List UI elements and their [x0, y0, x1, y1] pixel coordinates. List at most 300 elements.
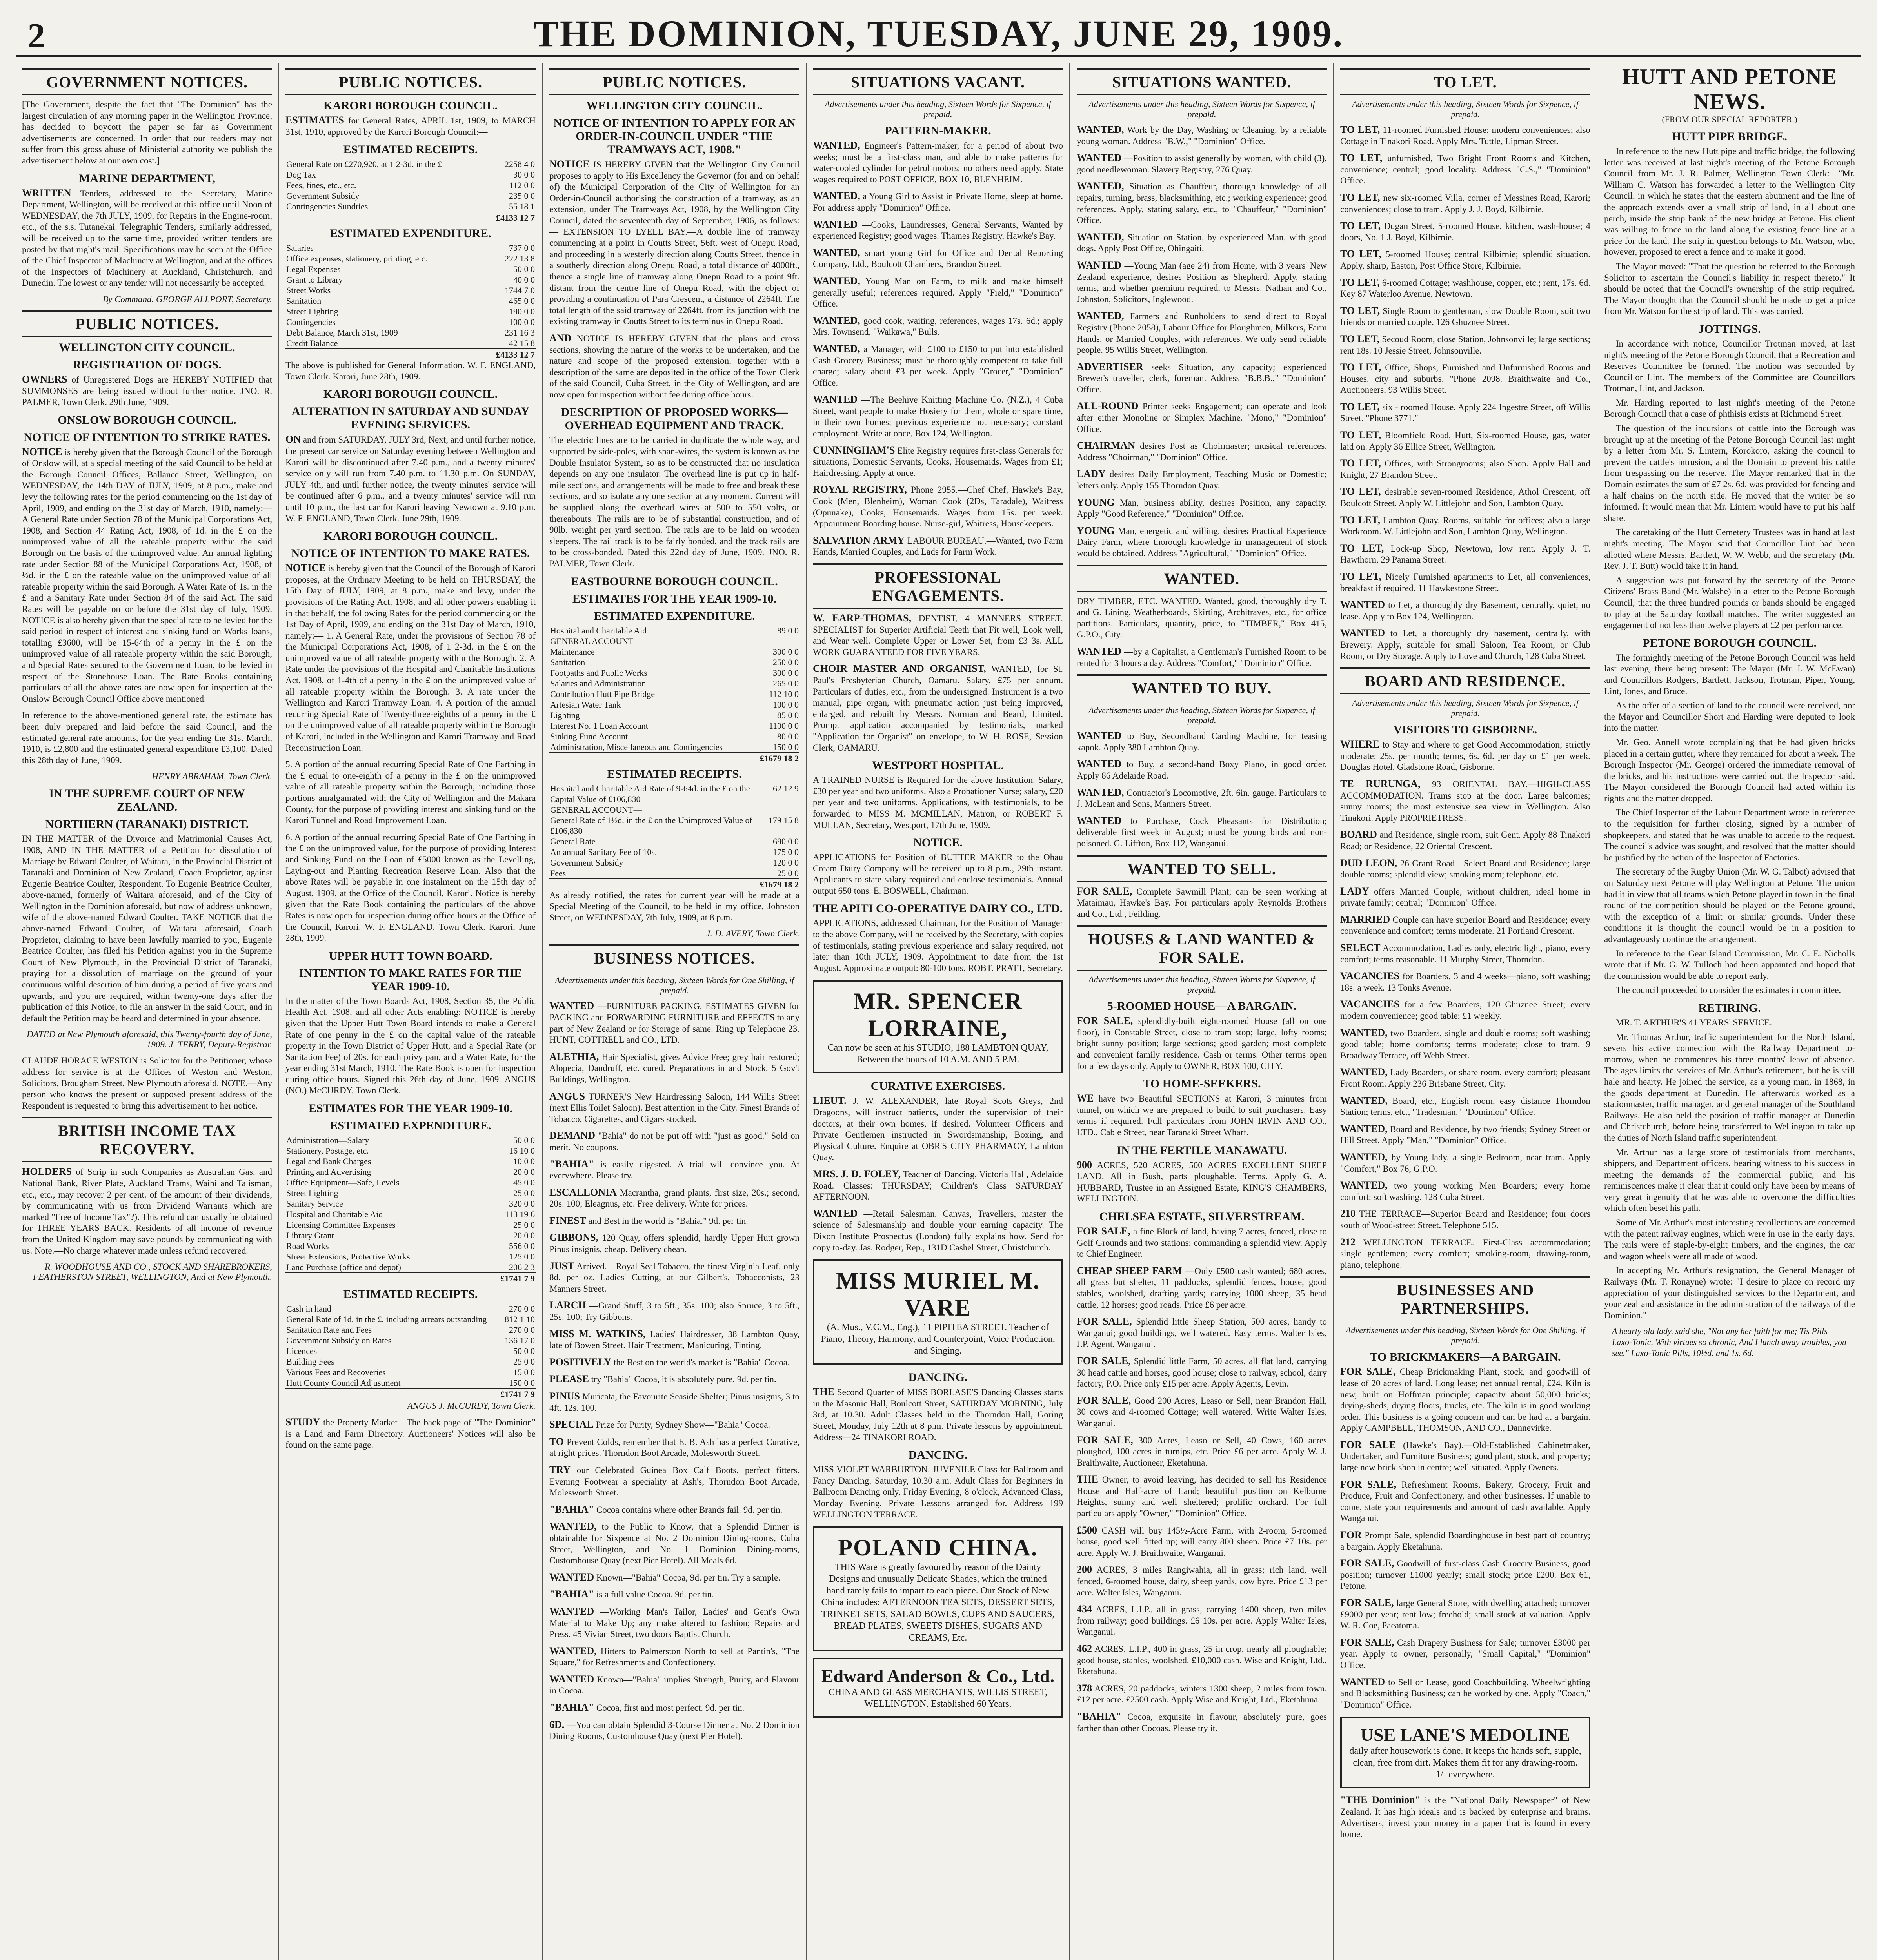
advert-lead-word: TO LET,	[1340, 152, 1383, 164]
estimates-item: Lighting	[550, 710, 580, 720]
advertisement	[1340, 739, 1590, 773]
estimates-item: Interest No. 1 Loan Account	[550, 720, 648, 731]
advert-text: —Only £500 cash wanted; 680 acres, all grass but shelter, 11 paddocks, splendid fences, house, good stables, woolshed, drafting yards; carrying 1000 sheep, 35 head cattle, 12 horses; good roads. Price £6 per acre.	[1077, 1266, 1327, 1310]
advert-text: and from SATURDAY, JULY 3rd, Next, and until further notice, the present car service on Saturday evening between Wellington and Karori will be discontinued after 7.40 p.m., and a twenty minutes' service only will run from 7.40 p.m. to 11.30 p.m. On SUNDAY, JULY 4th, and until further notice, the twenty minutes' service will be continued after 6 p.m., and a twenty minutes' service will run until 10 p.m., the last car for Karori leaving Newtown at 9.10 p.m. W. F. ENGLAND, Town Clerk. June 29th, 1909.	[285, 435, 536, 523]
advertisement	[1340, 914, 1590, 937]
advert-lead-word: FOR SALE,	[1077, 1225, 1130, 1237]
sub-heading: NOTICE.	[913, 836, 963, 849]
advertisement	[1077, 525, 1327, 559]
advertisement	[813, 394, 1063, 439]
advert-text: —FURNITURE PACKING. ESTIMATES GIVEN for PACKING and FORWARDING FURNITURE and EFFECTS to any part of New Zealand or for Storage of same. Ring up Telephone 23. HUNT, COTTRELL and CO., LTD.	[549, 1001, 799, 1045]
advert-text: Macrantha, grand plants, first size, 20s.; second, 20s. 100; Eleagnus, etc. Free delivery. Write for prices.	[549, 1187, 799, 1209]
advert-lead-word: TO LET,	[1340, 191, 1380, 203]
estimates-amount: 50 0 0	[513, 264, 535, 274]
advertisement	[813, 918, 1063, 974]
sub-heading: WELLINGTON CITY COUNCIL.	[586, 99, 763, 112]
advert-text: is easily digested. A trial will convince you. At everywhere. Please try.	[549, 1159, 799, 1181]
advertisement	[22, 833, 272, 1024]
estimates-row	[285, 1241, 536, 1251]
advertisement	[1340, 486, 1590, 509]
advert-text: to Let, a thoroughly dry basement, centrally, with Brewery. Apply, suitable for small Saloon, Tea Room, or Club Room, or Dry Storage. Apply to Love and Church, 128 Cuba Street.	[1340, 628, 1591, 661]
advert-text: Arrived.—Royal Seal Tobacco, the finest Virginia Leaf, only 8d. per oz. Ladies' Cutting, at our Gilbert's, Tobacconists, 23 Manners Street.	[549, 1261, 799, 1294]
advert-text: CASH will buy 145½-Acre Farm, with 2-room, 5-roomed house, good well fitted up; will carry 800 sheep. Price £7 10s. per acre. Apply W. J. Braithwaite, Wanganui.	[1077, 1525, 1327, 1558]
advert-lead-word: MRS. J. D. FOLEY,	[813, 1168, 901, 1180]
advert-text: to Buy, Secondhand Carding Machine, for teasing kapok. Apply 380 Lambton Quay.	[1077, 731, 1327, 752]
rate-note: Advertisements under this heading, Sixteen Words for One Shilling, if prepaid.	[554, 975, 794, 996]
advert-text: seeks Situation, any capacity; experienced Brewer's traveller, clerk, foreman. Address "B.B.B.," "Dominion" Office.	[1077, 362, 1327, 394]
estimates-item: Hospital and Charitable Aid Rate of 9-64d. in the £ on the Capital Value of £106,830	[550, 783, 750, 804]
estimates-item: Maintenance	[550, 646, 595, 657]
signature-line: ANGUS J. McCURDY, Town Clerk.	[407, 1401, 536, 1411]
estimates-amount: 250 0 0	[773, 657, 799, 667]
advert-lead-word: 378	[1077, 1682, 1092, 1694]
advert-lead-word: LARCH	[549, 1299, 586, 1311]
signature-line: By Command. GEORGE ALLPORT, Secretary.	[102, 294, 272, 304]
estimates-item: Street Extensions, Protective Works	[286, 1252, 410, 1262]
advert-lead-word: WANTED,	[1340, 1180, 1388, 1191]
estimates-item: Government Subsidy on Rates	[286, 1336, 392, 1346]
advertisement	[1340, 1152, 1590, 1174]
advert-text: TURNER'S New Hairdressing Saloon, 144 Willis Street (next Ellis Toilet Saloon). Best attention in the City. Finest Brands of Tobacco, Cigarettes, and Cigars stocked.	[549, 1091, 800, 1124]
advertisement	[1340, 220, 1590, 243]
sub-heading: 5-ROOMED HOUSE—A BARGAIN.	[1107, 1000, 1297, 1013]
advert-text: to Stay and where to get Good Accommodation; strictly moderate; 25s. per month; terms, 6s. 6d. per day or £1 per week. Douglas Hotel, Gladstone Road, Gisborne.	[1340, 740, 1590, 772]
advert-lead-word: ROYAL REGISTRY,	[813, 484, 907, 495]
estimates-row	[285, 253, 536, 264]
display-advertisement	[813, 1658, 1063, 1718]
estimates-row	[549, 646, 799, 657]
estimates-row	[549, 668, 799, 678]
estimates-item: Sanitation	[550, 657, 585, 667]
estimates-row	[549, 879, 799, 890]
advertisement	[813, 535, 1063, 558]
advertisement	[1077, 1265, 1327, 1310]
section-heading: PUBLIC NOTICES.	[549, 68, 799, 95]
advert-text: IS HEREBY GIVEN that the Wellington City Council proposes to apply to His Excellency the Governor (for and on behalf of) the Municipal Corporation of the City of Wellington for an Order-in-Council authorising the construction of a tramway, as an extension, under The Tramways Act, 1908, by the Wellington City Council, dated the seventeenth day of September, 1906, as follows:— EXTENSION TO LYELL BAY.—A double line of tramway commencing at a point in Coutts Street, 56ft. west of Onepu Road, and proceeding in a westerly direction along Coutts Street, thence in a southerly direction along Onepu Road, a total distance of 4000ft., thence a single line of tramway along Onepu Road to a point 9ft. distant from the centre line of Onepu Road, with the object of providing a continuation of Para Crescent, a distance of 2264ft. The total length of the said tramway of 2264ft. from its junction with the existing tramway in Coutts Street to its terminus in Onepu Road.	[549, 160, 800, 327]
advert-lead-word: "BAHIA"	[549, 1702, 594, 1713]
advert-lead-word: 6D.	[549, 1719, 565, 1730]
advert-lead-word: TO LET,	[1340, 514, 1381, 526]
advert-lead-word: "BAHIA"	[549, 1588, 594, 1600]
advert-text: splendidly-built eight-roomed House (all on one floor), in Constable Street, close to tram stop; large, lofty rooms; bright sunny position; large sections; good garden; most complete and convenient family residence. Cash or terms. Other terms open for a few days only. Apply to OWNER, BOX 100, CITY.	[1077, 1016, 1327, 1071]
advert-text: have two Beautiful SECTIONS at Karori, 3 minutes from tunnel, on which we are prepared to build to suit purchasers. Easy terms if required. Full particulars from JOHN IRVIN AND CO., LTD., Cable Street, near Taranaki Street Wharf.	[1077, 1094, 1327, 1138]
advert-text: A TRAINED NURSE is Required for the above Institution. Salary, £30 per year and two uniforms. Also a Probationer Nurse; salary, £20 per year and two uniforms. Applications, with testimonials, to be forwarded to MISS M. MCMILLAN, Matron, or ROBERT F. MULLAN, Secretary, Westport, 17th June, 1909.	[813, 775, 1063, 830]
advertisement	[549, 1719, 799, 1742]
display-ad-body: Can now be seen at his STUDIO, 188 LAMBTON QUAY, Between the hours of 10 A.M. AND 5 P.M.	[827, 1043, 1048, 1065]
advert-lead-word: AND	[549, 332, 572, 344]
advertisement	[549, 1419, 799, 1431]
advert-text: to Let, a thoroughly dry Basement, centrally, quiet, no lease. Apply to Box 124, Wellington.	[1340, 600, 1590, 621]
estimates-row	[549, 815, 799, 836]
rate-note: Advertisements under this heading, Sixteen Words for Sixpence, if prepaid.	[825, 99, 1051, 119]
estimates-row	[285, 1325, 536, 1335]
advertisement	[1077, 1356, 1327, 1390]
sub-heading: IN THE FERTILE MANAWATU.	[1116, 1143, 1287, 1157]
advertisement	[813, 1387, 1063, 1443]
estimates-amount: 270 0 0	[509, 1304, 535, 1314]
advertisement	[285, 1417, 536, 1451]
advert-lead-word: TO LET,	[1340, 220, 1381, 232]
advert-lead-word: ESTIMATES	[285, 114, 344, 126]
section-heading: HOUSES & LAND WANTED & FOR SALE.	[1077, 925, 1327, 971]
estimates-amount: 15 0 0	[513, 1367, 535, 1377]
estimates-row	[549, 868, 799, 879]
news-paragraph: The fortnightly meeting of the Petone Borough Council was held last evening, there being present: The Mayor (Mr. J. W. McEwan) and Councillors Rodgers, Bartlett, Jackson, Trotman, Piper, Young, Lint, Jones, and Bruce.	[1604, 652, 1855, 696]
advertisement	[1340, 1597, 1590, 1632]
advertisement	[1340, 829, 1590, 852]
advert-text: Young Man on Farm, to milk and make himself generally useful; references required. Apply "Field," "Dominion" Office.	[813, 276, 1063, 309]
advert-text: Work by the Day, Washing or Cleaning, by a reliable young woman. Address "B.W.," "Dominion" Office.	[1077, 125, 1327, 146]
estimates-item: Government Subsidy	[286, 191, 360, 201]
advert-lead-word: WANTED,	[813, 247, 860, 258]
advert-lead-word: LADY	[1340, 885, 1369, 897]
estimates-row	[285, 1356, 536, 1367]
advertisement	[1340, 999, 1590, 1022]
advert-text: ACRES, 3 miles Rangiwahia, all in grass; rich land, well fenced, 6-roomed house, dairy, sheep yards, cow byre. Price £13 per acre. Walter Isles, Wanganui.	[1077, 1565, 1327, 1597]
advertisement	[1077, 468, 1327, 491]
advert-text: In reference to the above-mentioned general rate, the estimate has been duly prepared and laid before the said Council, and the estimated general rate amounts, for the year ending the 31st March, 1910, is £2,800 and the estimated general expenditure £3,100. Dated this 28th day of June, 1909.	[22, 710, 272, 765]
advert-text: Man, energetic and willing, desires Practical Experience Dairy Farm, where thorough knowledge in management of stock would be obtained. Address "Agricultural," "Dominion" Office.	[1077, 526, 1327, 558]
estimates-row	[285, 1156, 536, 1167]
advert-lead-word: DEMAND	[549, 1130, 595, 1142]
advert-text: the Best on the world's market is "Bahia" Cocoa.	[613, 1357, 790, 1367]
estimates-item	[285, 1273, 480, 1284]
advert-text: Bloomfield Road, Hutt, Six-roomed House, gas, water laid on. Apply 36 Ellice Street, Wellington.	[1340, 430, 1591, 452]
advertisement	[549, 1159, 799, 1181]
advertisement	[1340, 1095, 1590, 1118]
advertisement	[285, 115, 536, 138]
advert-lead-word: FOR SALE,	[1077, 1394, 1131, 1406]
advert-lead-word: PLEASE	[549, 1373, 589, 1385]
advertisement	[1340, 599, 1590, 622]
estimates-amount: £1679 18 2	[760, 879, 799, 889]
estimates-amount: 50 0 0	[513, 1135, 535, 1145]
sub-heading: IN THE SUPREME COURT OF NEW ZEALAND.	[49, 787, 245, 814]
estimates-amount: 320 0 0	[509, 1199, 535, 1209]
estimates-item: Printing and Advertising	[286, 1167, 371, 1177]
advert-lead-word: FOR SALE,	[1340, 1478, 1397, 1490]
advertisement	[549, 1000, 799, 1045]
advert-lead-word: WANTED,	[813, 140, 860, 151]
advert-lead-word: ON	[285, 434, 301, 445]
advertisement	[22, 1055, 272, 1111]
advert-text: Teacher of Dancing, Victoria Hall, Adelaide Road. Classes: THURSDAY; Children's Class SATURDAY AFTERNOON.	[813, 1169, 1063, 1202]
estimates-amount: 150 0 0	[773, 742, 799, 752]
column-1	[16, 63, 279, 1960]
rate-note: Advertisements under this heading, Sixteen Words for Sixpence, if prepaid.	[1352, 698, 1579, 719]
advertisement	[1077, 310, 1327, 356]
news-headline: HUTT PIPE BRIDGE.	[1672, 130, 1787, 143]
advertisement	[813, 315, 1063, 338]
display-ad-body: (A. Mus., V.C.M., Eng.), 11 PIPITEA STREET. Teacher of Piano, Theory, Harmony, and Counterpoint, Voice Production, and Singing.	[821, 1322, 1055, 1356]
estimates-row	[549, 636, 799, 646]
section-heading: WANTED TO SELL.	[1077, 855, 1327, 882]
advertisement	[1340, 401, 1590, 424]
estimates-amount: 300 0 0	[773, 646, 799, 657]
advertisement	[549, 890, 799, 924]
advert-text: 5-roomed House; central Kilbirnie; splendid situation. Apply, sharp, Easton, Post Office Store, Kilbirnie.	[1340, 249, 1591, 270]
advertisement	[1077, 596, 1327, 641]
section-heading: WANTED TO BUY.	[1077, 674, 1327, 701]
advert-text: by Young lady, a single Bedroom, near tram. Apply "Comfort," Box 76, G.P.O.	[1340, 1152, 1590, 1174]
estimates-item: Road Works	[286, 1241, 329, 1251]
estimates-row	[285, 1177, 536, 1188]
estimates-table	[549, 783, 799, 890]
estimates-amount: 1744 7 0	[505, 285, 535, 296]
estimates-table	[285, 243, 536, 360]
advertisement	[1077, 1474, 1327, 1519]
advertisement	[285, 832, 536, 944]
estimates-item: General Rate of 1d. in the £, including arrears outstanding	[286, 1314, 487, 1325]
advert-text: Prompt Sale, splendid Boardinghouse in best part of country; a bargain. Apply Eketahuna.	[1340, 1530, 1591, 1552]
advertisement	[1077, 1711, 1327, 1734]
estimates-row	[285, 306, 536, 317]
display-ad-name: MISS MURIEL M. VARE	[836, 1268, 1040, 1321]
advertisement	[813, 1095, 1063, 1163]
estimates-item	[549, 879, 759, 890]
estimates-item: Fees	[550, 868, 566, 878]
estimates-item: Street Lighting	[286, 307, 338, 317]
news-paragraph: Mr. Harding reported to last night's meeting of the Petone Borough Council that a case of phthisis exists at Richmond Street.	[1604, 397, 1855, 419]
advert-text: Situation on Station, by experienced Man, with good dogs. Apply Post Office, Ohingaiti.	[1077, 232, 1327, 254]
estimates-amount: 556 0 0	[509, 1241, 535, 1251]
advertisement	[1340, 1208, 1590, 1231]
advertisement	[1340, 886, 1590, 909]
estimates-amount: £4133 12 7	[480, 349, 536, 360]
estimates-amount: 113 19 6	[505, 1209, 535, 1220]
advert-text: our Celebrated Guinea Box Calf Boots, perfect fitters. Evening Footwear a speciality at Ash's, Thorndon Boot Arcade, Molesworth Street.	[549, 1465, 800, 1498]
advert-text: —Grand Stuff, 3 to 5ft., 35s. 100; also Spruce, 3 to 5ft., 25s. 100; Try Gibbons.	[549, 1301, 800, 1322]
estimates-item: Sanitation Rate and Fees	[286, 1325, 372, 1335]
sub-heading: THE APITI CO-OPERATIVE DAIRY CO., LTD.	[813, 902, 1063, 915]
advert-lead-word: TO LET,	[1340, 457, 1381, 469]
sub-heading: ESTIMATED RECEIPTS.	[343, 1288, 478, 1301]
news-paragraph: The question of the incursions of cattle into the Borough was brought up at the meeting of the Petone Borough Council last night by a letter from Mr. S. Lintern, Korokoro, asking the council to prevent the cattle's intrusion, and the Domain to prevent his cattle from trespassing on the reserve. The Mayor remarked that in the Domain estimates the sum of £7 2s. 6d. was provided for fencing and a half chains on the north side. He moved that the writer be so informed. It would mean that Mr. Lintern would have to put his half share.	[1604, 423, 1855, 523]
advertisement	[1077, 1435, 1327, 1469]
advert-lead-word: TO LET,	[1340, 305, 1380, 316]
advertisement	[1077, 152, 1327, 175]
advert-lead-word: £500	[1077, 1524, 1097, 1536]
sub-heading: REGISTRATION OF DOGS.	[73, 358, 222, 371]
advert-lead-word: OWNERS	[22, 373, 67, 385]
sub-heading: ESTIMATED EXPENDITURE.	[330, 227, 491, 240]
estimates-item: GENERAL ACCOUNT—	[550, 804, 642, 815]
advertisement	[549, 1091, 799, 1125]
advert-lead-word: GIBBONS,	[549, 1232, 598, 1243]
display-advertisement	[1340, 1717, 1590, 1788]
sub-heading: CURATIVE EXERCISES.	[870, 1080, 1005, 1093]
advert-text: Goodwill of first-class Cash Grocery Business, good position; turnover £1000 yearly; small stock; price £200. Box 61, Petone.	[1340, 1559, 1590, 1591]
advert-lead-word: 462	[1077, 1643, 1092, 1654]
advert-text: Splendid little Sheep Station, 500 acres, handy to Wanganui; good buildings, well watered. Easy terms. Walter Isles, J.P. Agent, Wanganui.	[1077, 1317, 1327, 1349]
advert-lead-word: FOR SALE,	[1340, 1557, 1394, 1569]
estimates-row	[549, 847, 799, 857]
estimates-item: Legal Expenses	[286, 264, 341, 274]
sub-heading: TO HOME-SEEKERS.	[1143, 1077, 1261, 1091]
estimates-item: Grant to Library	[286, 275, 343, 285]
advert-text: WELLINGTON TERRACE.—First-Class accommodation; single gentlemen; every comfort; smoking-room, drawing-room, piano, telephone.	[1340, 1237, 1590, 1270]
estimates-amount: 40 0 0	[513, 275, 535, 285]
advert-lead-word: "THE Dominion"	[1340, 1794, 1421, 1806]
estimates-row	[549, 678, 799, 689]
advert-lead-word: POSITIVELY	[549, 1356, 611, 1368]
estimates-amount: 100 0 0	[773, 699, 799, 710]
advertisement	[1077, 730, 1327, 753]
section-heading: PUBLIC NOTICES.	[22, 310, 272, 337]
advert-text: —by a Capitalist, a Gentleman's Furnished Room to be rented for 3 hours a day. Address "Comfort," "Dominion" Office.	[1077, 646, 1327, 668]
advert-text: APPLICATIONS, addressed Chairman, for the Position of Manager to the above Company, will be received by the Secretary, with copies of testimonials, stating previous experience and salary required, not later than 10th JULY, 1909. Appointment to date from the 1st August. Approximate output: 80-100 tons. ROBT. PRATT, Secretary.	[813, 918, 1063, 973]
sub-heading: NORTHERN (TARANAKI) DISTRICT.	[45, 818, 249, 831]
display-ad-name: MR. SPENCER LORRAINE,	[853, 988, 1023, 1042]
sub-heading: ALTERATION IN SATURDAY AND SUNDAY EVENING SERVICES.	[291, 405, 530, 432]
advert-lead-word: WANTED,	[813, 314, 860, 326]
advert-lead-word: "BAHIA"	[1077, 1710, 1122, 1722]
advert-lead-word: VACANCIES	[1340, 970, 1400, 982]
advert-text: for General Rates, APRIL 1st, 1909, to MARCH 31st, 1910, approved by the Karori Borough Council:—	[285, 116, 536, 137]
estimates-item: Hutt County Council Adjustment	[286, 1378, 401, 1388]
estimates-amount: 25 0 0	[777, 868, 799, 878]
estimates-item: An annual Sanitary Fee of 10s.	[550, 847, 657, 857]
estimates-amount: 25 0 0	[513, 1188, 535, 1198]
advert-lead-word: WANTED	[1077, 645, 1122, 657]
section-heading: GOVERNMENT NOTICES.	[22, 68, 272, 95]
sub-heading: INTENTION TO MAKE RATES FOR THE YEAR 1909-10.	[299, 966, 522, 993]
advertisement	[1340, 1123, 1590, 1146]
advert-text: Second Quarter of MISS BORLASE'S Dancing Classes starts in the Masonic Hall, Boulcott Street, SATURDAY MORNING, July 3rd, at 10.30. Adult Classes held in the Thorndon Hall, Goring Street, Monday, July 12th at 8 p.m. Private lessons by appointment. Address—24 TINAKORI ROAD.	[813, 1387, 1063, 1442]
advert-text: The electric lines are to be carried in duplicate the whole way, and supported by side-poles, with span-wires, the system is known as the Double Insulator System, so as to be constructed that no insulation depends on any one insulator. The overhead line is put up in half-mile sections, and arrangements will be made to free and break these sections, and so isolate any one section at any moment. Current will be supplied along the overhead wires at 500 to 550 volts, or thereabouts. The rails are to be of substantial construction, and of 90lb. weight per yard section. The rails are to be laid on wooden sleepers. The rail track is to be fairly bonded, and the track rails are to be cross-bonded. Dated this 22nd day of June, 1909. JNO. R. PALMER, Town Clerk.	[549, 435, 799, 568]
advertisement	[1340, 971, 1590, 993]
advertisement	[1340, 628, 1590, 662]
advert-lead-word: TO LET,	[1340, 401, 1380, 412]
advert-lead-word: WANTED,	[549, 1521, 597, 1532]
sub-heading: UPPER HUTT TOWN BOARD.	[329, 949, 492, 962]
estimates-item	[285, 212, 485, 223]
estimates-amount	[752, 636, 799, 646]
estimates-row	[285, 169, 536, 180]
estimates-item: Administration, Miscellaneous and Contingencies	[550, 742, 723, 752]
advertisement	[1340, 430, 1590, 452]
section-heading: BOARD AND RESIDENCE.	[1340, 667, 1590, 694]
advert-text: IN THE MATTER of the Divorce and Matrimonial Causes Act, 1908, AND IN THE MATTER of a Petition for dissolution of Marriage by Edward Coulter, of Waitara, in the Provincial District of Taranaki and Dominion of New Zealand, Coach Proprietor, against Eugenie Beatrice Coulter, Respondent. To Eugenie Beatrice Coulter, above-named, formerly of Waitara aforesaid, and of the City of Wellington in the Dominion aforesaid, but now of address unknown, wife of the above-named Edward Coulter. TAKE NOTICE that the above-named Edward Coulter, of Waitara aforesaid, Coach Proprietor, claiming to have been lawfully married to you, Eugenie Beatrice Coulter, has filed his Petition against you in the Supreme Court of New Plymouth, in the Provincial District of Taranaki, praying for a dissolution of marriage on the ground of your continuous wilful desertion of him during a period of five years and upwards, and you are required, within twenty-one days after the publication of this Notice, to file an answer in the said Court, and in default the Petition may be heard and determined in your absence.	[22, 834, 272, 1023]
advertisement	[1340, 305, 1590, 328]
sub-heading: ESTIMATED RECEIPTS.	[607, 767, 742, 780]
advert-lead-word: WANTED	[549, 1673, 594, 1685]
sub-heading: DANCING.	[908, 1371, 968, 1384]
advert-text: Farmers and Runholders to send direct to Royal Registry (Phone 2058), Labour Office for Ploughmen, Milkers, Farm Hands, or Married Couples, with references. We only send reliable people. 95 Willis Street, Wellington.	[1077, 311, 1327, 355]
advert-text: unfurnished, Two Bright Front Rooms and Kitchen, convenience; central; good locality. Address "C.S.," "Dominion" Office.	[1340, 153, 1590, 186]
estimates-item: General Rate	[550, 836, 596, 846]
advert-text: Secoud Room, close Station, Johnsonville; large sections; rent 18s. 10 Jessie Street, Johnsonville.	[1340, 334, 1590, 356]
advert-lead-word: WANTED,	[1077, 310, 1124, 322]
signature-line: J. D. AVERY, Town Clerk.	[706, 929, 799, 939]
estimates-amount: 62 12 9	[773, 783, 799, 793]
news-paragraph: The secretary of the Rugby Union (Mr. W. G. Talbot) advised that on Saturday next Petone will play Wellington at Petone. The union had it in view that all teams which Petone played in town in the final round of the competition should be played on the Petone ground, with the exception of a limit or similar grounds. Under these conditions it is thought the council would be in a position to advantageously continue the arrangement.	[1604, 867, 1855, 944]
news-paragraph: In accepting Mr. Arthur's resignation, the General Manager of Railways (Mr. T. Ronayne) wrote: "I desire to place on record my appreciation of your distinguished services to the Department, and your zeal and assistance in the administration of the railways of the Dominion."	[1604, 1265, 1855, 1320]
advertisement	[813, 484, 1063, 529]
estimates-amount: 42 15 8	[509, 338, 535, 348]
advert-lead-word: NOTICE	[285, 562, 326, 574]
estimates-row	[285, 180, 536, 191]
advertisement	[549, 333, 799, 401]
estimates-item: Building Fees	[286, 1357, 334, 1367]
advertisement	[1340, 1558, 1590, 1592]
advert-lead-word: TO LET,	[1340, 248, 1382, 260]
advert-lead-word: WANTED,	[1077, 180, 1124, 192]
estimates-item: Contingencies Sundries	[286, 201, 368, 212]
advert-lead-word: TRY	[549, 1464, 571, 1475]
estimates-item: General Rate of 1½d. in the £ on the Unimproved Value of £106,830	[550, 815, 752, 836]
advert-text: 6. A portion of the annual recurring Special Rate of One Farthing in the £ on the unimproved value, for the purpose of providing Interest and Sinking Fund on the Loan of £5000 known as the Levelling, Laying-out and Planting Recreation Reserve Loan. Also that the above Rates will be payable in one instalment on the 15th day of August, 1909, at the Office of the Council, Karori. Notice is hereby given that the Rate Book containing the particulars of the above Rates is now open for inspection during office hours at the Office of the Council, Karori. W. F. ENGLAND, Town Clerk. Karori, June 28th, 1909.	[285, 832, 536, 943]
advert-text: Cocoa contains where other Brands fail. 9d. per tin.	[596, 1504, 783, 1515]
advertisement	[549, 1261, 799, 1295]
advert-lead-word: WANTED,	[1340, 1027, 1388, 1038]
rate-note: Advertisements under this heading, Sixteen Words for Sixpence, if prepaid.	[1088, 705, 1315, 726]
sub-heading: ESTIMATED RECEIPTS.	[343, 143, 478, 156]
estimates-row	[285, 349, 536, 360]
advertisement	[1340, 779, 1590, 824]
display-advertisement	[813, 1526, 1063, 1651]
estimates-row	[549, 742, 799, 753]
advertisement	[1340, 1027, 1590, 1062]
estimates-row	[285, 1314, 536, 1325]
advert-text: Printer seeks Engagement; can operate and look after either Monoline or Simplex Machine. "Mono," "Dominion" Office.	[1077, 401, 1327, 434]
sub-heading: ESTIMATED EXPENDITURE.	[594, 609, 755, 622]
estimates-item: Legal and Bank Charges	[286, 1156, 371, 1167]
advert-text: Prevent Colds, remember that E. B. Ash has a perfect Curative, at right prices. Thorndon Boot Arcade, Molesworth Street.	[549, 1437, 799, 1458]
advert-text: to the Public to Know, that a Splendid Dinner is obtainable for Sixpence at No. 2 Dominion Dining-rooms, Cuba Street, Wellington, and No. 1 Dominion Dining-rooms, Customhouse Quay (next Pier Hotel). All Meals 6d.	[549, 1522, 799, 1566]
advert-text: of Unregistered Dogs are HEREBY NOTIFIED that SUMMONSES are being issued without further notice. JNO. R. PALMER, Town Clerk. 29th June, 1909.	[22, 374, 272, 407]
advert-text: DENTIST, 4 MANNERS STREET. SPECIALIST for Superior Artificial Teeth that Fit well, Look well, and Wear well. Complete Upper or Lower Set, from £3 3s. ALL WORK GUARANTEED FOR FIVE YEARS.	[813, 613, 1063, 657]
news-section-byline: (FROM OUR SPECIAL REPORTER.)	[1662, 114, 1797, 124]
advert-text: is hereby given that the Council of the Borough of Karori proposes, at the Ordinary Meeting to be held on THURSDAY, the 15th Day of JULY, 1909, at 8 p.m., make and levy, under the provisions of the Rating Act, 1908, and all other powers enabling it in that behalf, the following Rates for the period commencing on the 1st Day of April, 1909, and ending on the 31st Day of March, 1910, namely:— 1. A General Rate, under the provisions of Section 78 of the Municipal Corporations Act, 1908, of 1 2-3d. in the £ on the unimproved value of all rateable property within the Borough. 2. A Rate under the provisions of the Hospital and Charitable Institutions Act, 1908, of 1-4th of a penny in the £ on the unimproved value of all rateable property within the Borough. 3. A rate under the Wellington and Karori Tramway Loan. 4. A portion of the annual recurring Special Rate of Twenty-three-eighths of a penny in the £ on the unimproved value of all rateable property within the Borough of Karori, included in the Wellington and Karori Tramway and Road Reconstruction Loan.	[285, 563, 536, 753]
estimates-row	[285, 1251, 536, 1262]
estimates-row	[285, 243, 536, 253]
estimates-item: Sanitation	[286, 296, 322, 306]
estimates-row	[285, 201, 536, 212]
advert-lead-word: TE RURUNGA,	[1340, 778, 1421, 789]
advert-lead-word: YOUNG	[1077, 496, 1115, 508]
advertisement	[1340, 1795, 1590, 1840]
estimates-amount: 2258 4 0	[505, 159, 535, 169]
advert-text: desires Daily Employment, Teaching Music or Domestic; letters only. Apply 155 Thorndon Quay.	[1077, 469, 1327, 491]
advertisement	[549, 1328, 799, 1351]
advertisement	[549, 1504, 799, 1516]
advert-lead-word: NOTICE	[22, 446, 62, 457]
advert-text: Lady Boarders, or share room, every comfort; pleasant Front Room. Apply 236 Brisbane Street, City.	[1340, 1067, 1590, 1089]
estimates-table	[285, 1303, 536, 1399]
advertisement	[813, 663, 1063, 753]
advert-lead-word: NOTICE	[549, 158, 590, 170]
advertisement	[1340, 1530, 1590, 1552]
advert-text: The above is published for General Information. W. F. ENGLAND, Town Clerk. Karori, June 28th, 1909.	[285, 360, 536, 381]
advertisement	[1340, 571, 1590, 594]
advert-text: NOTICE IS HEREBY GIVEN that the plans and cross sections, showing the nature of the works to be undertaken, and the nature and scope of the proposed extension, together with a description of the same are deposited in the office of the Town Clerk of the said Council, Cuba Street, in the City of Wellington, and are now open for inspection without fee during office hours.	[549, 333, 799, 399]
advert-text: for a few Boarders, 120 Ghuznee Street; every modern convenience; good table; £1 weekly.	[1340, 1000, 1590, 1021]
advert-lead-word: SALVATION ARMY	[813, 534, 905, 546]
advert-lead-word: MARRIED	[1340, 913, 1390, 925]
advert-text: (Hawke's Bay).—Old-Established Cabinetmaker, Undertaker, and Furniture Business; good plant, stock, and property; large new brick shop in centre; well situated. Apply Owners.	[1340, 1440, 1590, 1473]
advertisement	[285, 563, 536, 753]
news-paragraph: The caretaking of the Hutt Cemetery Trustees was in hand at last night's meeting. The Mayor said that Councillor Lint had been allotted where Messrs. Bartlett, W. W. Webb, and the secretary (Mr. Rev. J. T. Butt) would take it in hand.	[1604, 527, 1855, 571]
advert-lead-word: ANGUS	[549, 1090, 585, 1102]
sub-heading: KARORI BOROUGH COUNCIL.	[323, 530, 498, 543]
estimates-row	[549, 720, 799, 731]
advert-text: a fine Block of land, having 7 acres, fenced, close to Golf Grounds and two stations; commanding a splendid view. Apply to Chief Engineer.	[1077, 1227, 1327, 1259]
estimates-row	[285, 1198, 536, 1209]
advert-text: 5. A portion of the annual recurring Special Rate of One Farthing in the £ equal to one-eighth of a penny in the £ on the unimproved value of all rateable property within the Borough, including those portions amalgamated with the City of Wellington and the Makara County, for the purpose of providing interest and sinking fund on the Karori Tunnel and Road Improvement Loan.	[285, 759, 536, 826]
advert-text: Board, etc., English room, easy distance Thorndon Station; terms, etc., "Tradesman," "Dominion" Office.	[1340, 1096, 1591, 1117]
advert-text: Situation as Chauffeur, thorough knowledge of all repairs, turning, brass, blacksmithing, etc.; working experience; good references. Apply, stating salary, etc., to "Chauffeur," "Dominion" Office.	[1077, 181, 1327, 225]
